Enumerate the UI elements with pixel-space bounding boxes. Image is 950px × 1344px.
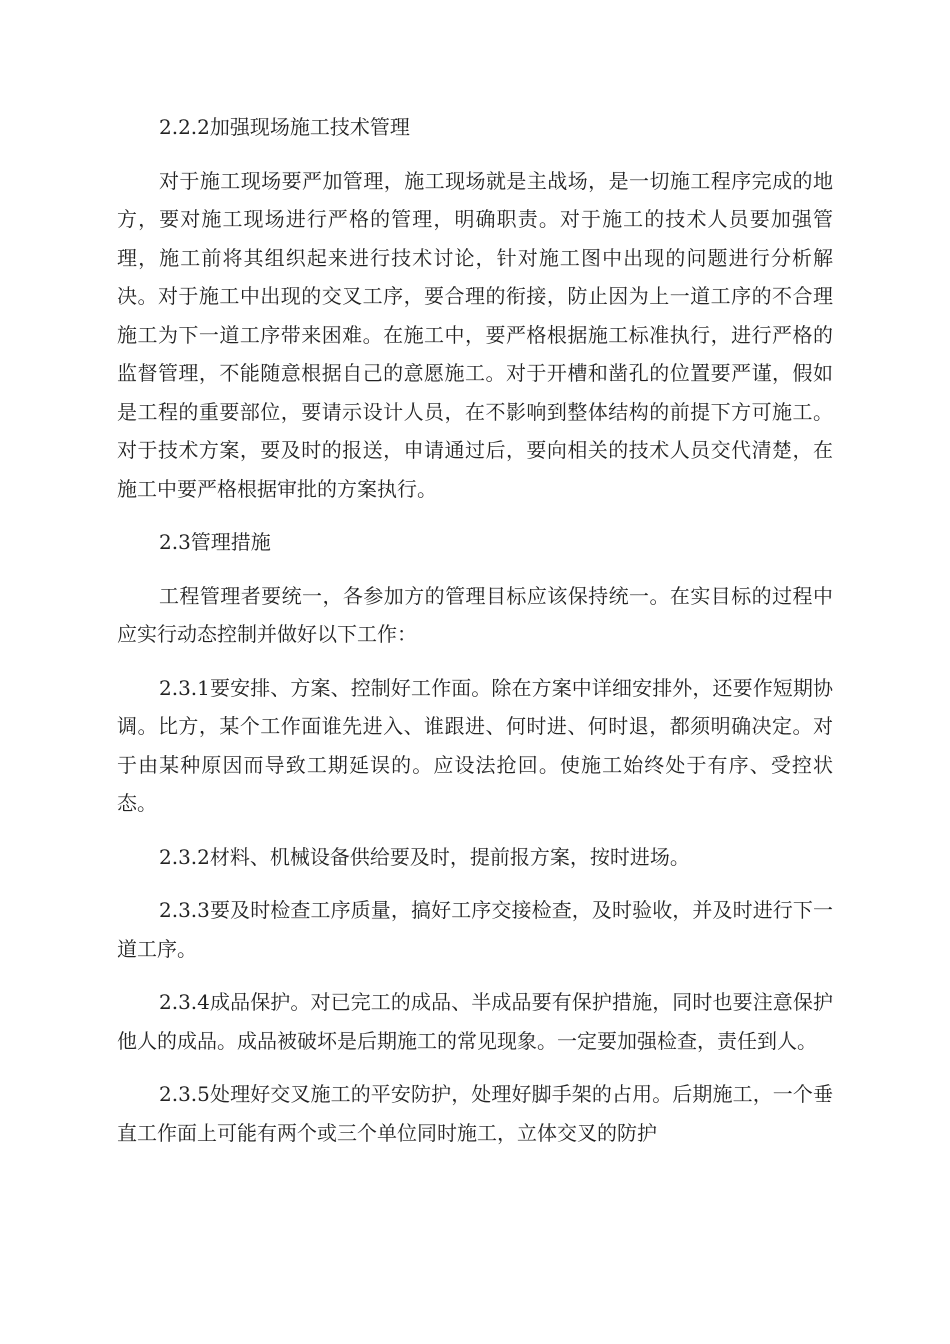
paragraph-2-3-2: 2.3.2材料、机械设备供给要及时，提前报方案，按时进场。 xyxy=(159,844,690,869)
paragraph-site-management: 对于施工现场要严加管理，施工现场就是主战场，是一切施工程序完成的地方，要对施工现场进行严格的管理，明确职责。对于施工的技术人员要加强管理，施工前将其组织起来进行技术讨论，针对施工图中出现的问题进行分析解决。对于施工中出现的交叉工序，要合理的衔接，防止因为上一道工序的不合理施工为下一道工序带来困难。在施工中，要严格根据施工标准执行，进行严格的监督管理，不能随意根据自己的意愿施工。对于开槽和凿孔的位置要严谨，假如是工程的重要部位，要请示设计人员，在不影响到整体结构的前提下方可施工。对于技术方案，要及时的报送，申请通过后，要向相关的技术人员交代清楚，在施工中要严格根据审批的方案执行。 xyxy=(117,168,833,501)
paragraph-2-3-1: 2.3.1要安排、方案、控制好工作面。除在方案中详细安排外，还要作短期协调。比方，某个工作面谁先进入、谁跟进、何时进、何时退，都须明确决定。对于由某种原因而导致工期延误的。应设法抢回。使施工始终处于有序、受控状态。 xyxy=(117,675,833,815)
section-heading-2-3: 2.3管理措施 xyxy=(159,530,271,554)
paragraph-2-3-3: 2.3.3要及时检查工序质量，搞好工序交接检查，及时验收，并及时进行下一道工序。 xyxy=(117,898,833,961)
section-heading-2-2-2: 2.2.2加强现场施工技术管理 xyxy=(159,115,410,139)
document-page xyxy=(117,108,833,1167)
paragraph-management-goals: 工程管理者要统一，各参加方的管理目标应该保持统一。在实目标的过程中应实行动态控制并做好以下工作： xyxy=(117,583,833,646)
paragraph-2-3-4: 2.3.4成品保护。对已完工的成品、半成品要有保护措施，同时也要注意保护他人的成品。成品被破坏是后期施工的常见现象。一定要加强检查，责任到人。 xyxy=(117,990,833,1053)
paragraph-2-3-5: 2.3.5处理好交叉施工的平安防护，处理好脚手架的占用。后期施工，一个垂直工作面上可能有两个或三个单位同时施工，立体交叉的防护 xyxy=(117,1082,833,1145)
